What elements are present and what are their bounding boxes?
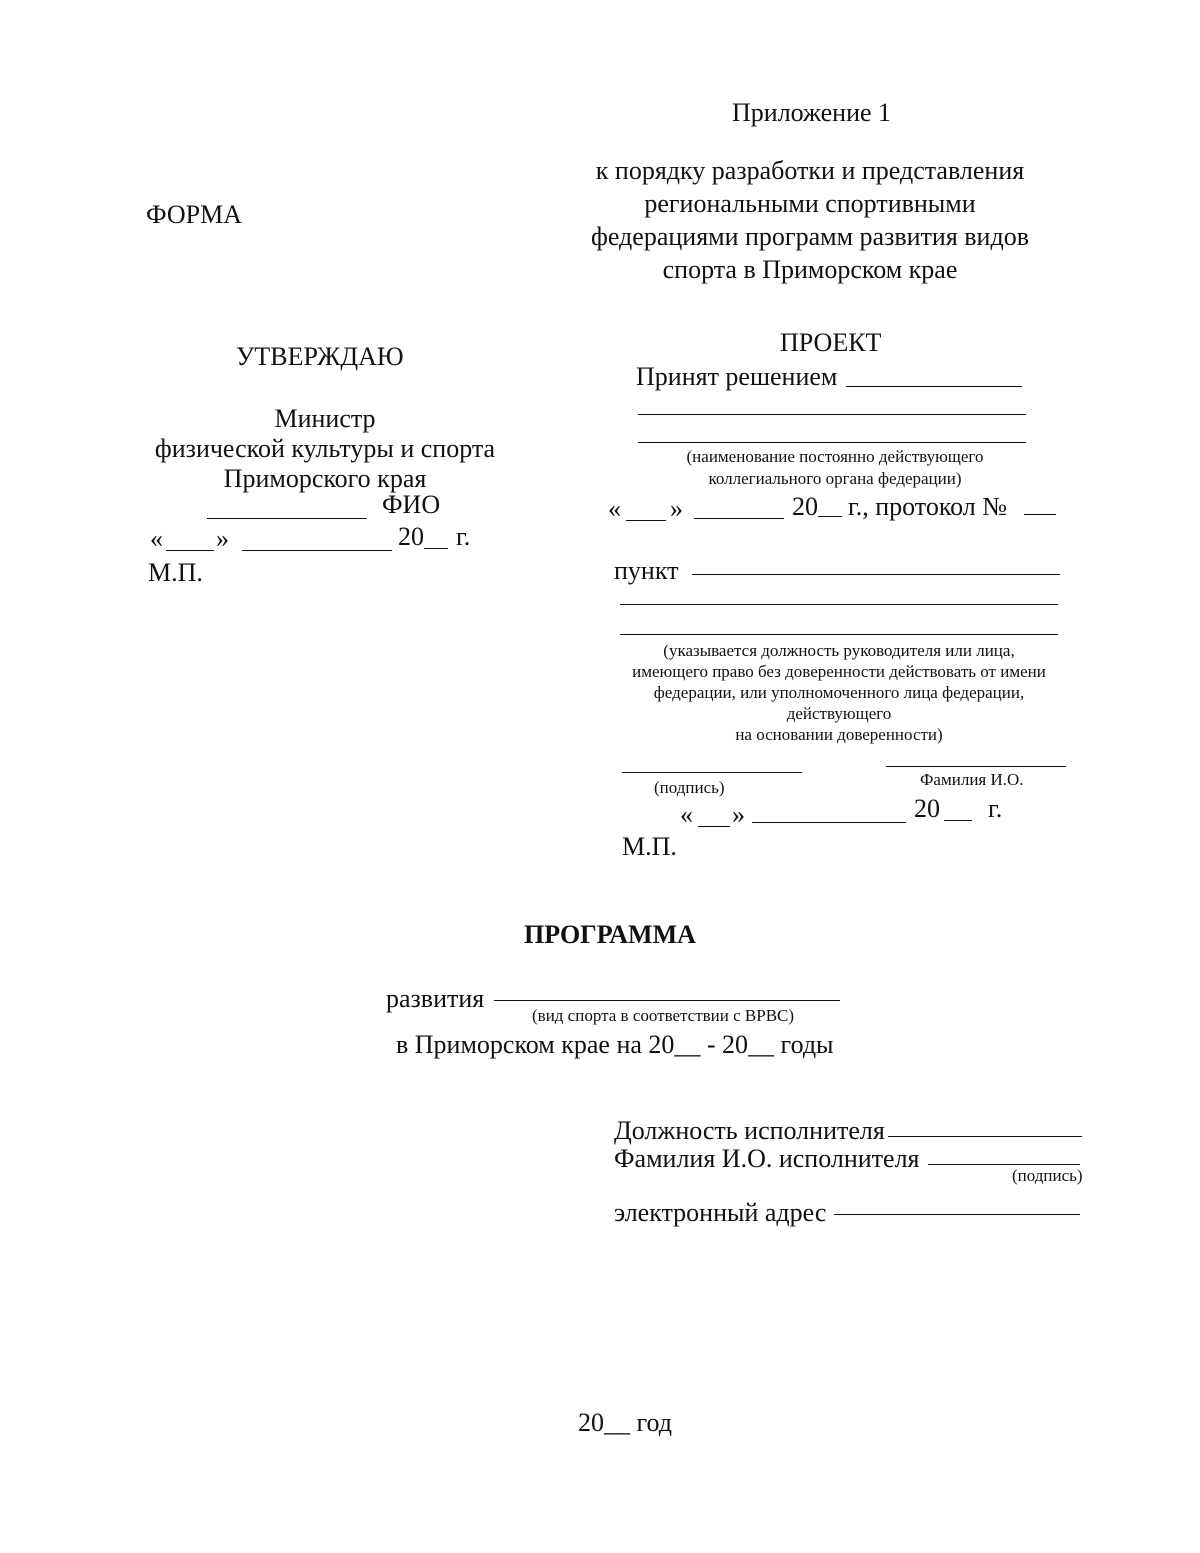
approver-line: физической культуры и спорта xyxy=(154,434,496,463)
position-line xyxy=(620,604,1058,605)
executor-signature-hint: (подпись) xyxy=(1012,1166,1083,1185)
position-hint-line: имеющего право без доверенности действовать от имени xyxy=(632,662,1046,681)
project-year-line xyxy=(818,516,842,517)
item-line xyxy=(692,574,1060,575)
body-name-hint xyxy=(620,446,1050,490)
body-hint-line: (наименование постоянно действующего xyxy=(686,447,984,466)
signature-line xyxy=(622,772,802,773)
project-year-prefix-2: 20 xyxy=(914,794,940,823)
position-hint-line: на основании доверенности) xyxy=(735,725,943,744)
executor-position-line xyxy=(888,1136,1082,1137)
appendix-description xyxy=(580,154,1040,286)
program-title: ПРОГРАММА xyxy=(524,920,696,949)
sport-hint: (вид спорта в соответствии с ВРВС) xyxy=(532,1006,795,1025)
signature-hint: (подпись) xyxy=(654,778,725,797)
body-name-line xyxy=(638,414,1026,415)
project-date-open-2: « xyxy=(680,800,693,829)
project-stamp: М.П. xyxy=(622,832,677,861)
approve-title: УТВЕРЖДАЮ xyxy=(236,342,404,371)
project-date-open: « xyxy=(608,494,621,523)
appendix-desc-line: федерациями программ развития видов xyxy=(591,222,1029,251)
position-hint-line: (указывается должность руководителя или лица, xyxy=(663,641,1015,660)
position-line xyxy=(620,634,1058,635)
approver-position xyxy=(140,404,510,494)
approver-signature-line xyxy=(207,518,367,519)
project-year-line-2 xyxy=(944,820,972,821)
approve-date-open: « xyxy=(150,524,163,553)
appendix-desc-line: к порядку разработки и представления xyxy=(595,156,1025,185)
accepted-by-label: Принят решением xyxy=(636,362,838,391)
executor-position-label: Должность исполнителя xyxy=(614,1116,885,1145)
form-label: ФОРМА xyxy=(146,200,242,229)
position-hint xyxy=(600,640,1078,745)
protocol-label: г., протокол № xyxy=(848,492,1008,521)
body-name-line xyxy=(638,442,1026,443)
approver-line: Министр xyxy=(274,404,376,433)
project-year-prefix: 20 xyxy=(792,492,818,521)
position-hint-line: федерации, или уполномоченного лица федерации, xyxy=(653,683,1025,702)
appendix-number: Приложение 1 xyxy=(732,98,892,127)
executor-name-label: Фамилия И.О. исполнителя xyxy=(614,1144,920,1173)
approve-day-line xyxy=(166,550,214,551)
project-year-suffix-2: г. xyxy=(988,794,1003,823)
protocol-number-line xyxy=(1024,514,1056,515)
body-hint-line: коллегиального органа федерации) xyxy=(708,469,962,488)
item-label: пункт xyxy=(614,556,679,585)
program-region-years: в Приморском крае на 20__ - 20__ годы xyxy=(396,1030,834,1059)
approve-year-prefix: 20 xyxy=(398,522,424,551)
development-label: развития xyxy=(386,984,485,1013)
project-title: ПРОЕКТ xyxy=(780,328,882,357)
project-date-close-2: » xyxy=(732,800,745,829)
name-line xyxy=(886,766,1066,767)
project-date-close: » xyxy=(670,494,683,523)
project-day-line xyxy=(626,520,666,521)
approver-line: Приморского края xyxy=(223,464,427,493)
position-hint-line: действующего xyxy=(786,704,892,723)
approver-fio: ФИО xyxy=(382,490,441,519)
project-month-line xyxy=(694,518,784,519)
sport-line xyxy=(494,1000,840,1001)
appendix-desc-line: спорта в Приморском крае xyxy=(662,255,958,284)
project-day-line-2 xyxy=(698,826,730,827)
approve-month-line xyxy=(242,550,392,551)
approve-stamp: М.П. xyxy=(148,558,203,587)
name-hint: Фамилия И.О. xyxy=(920,770,1024,789)
executor-email-label: электронный адрес xyxy=(614,1198,827,1227)
approve-year-suffix: г. xyxy=(456,522,471,551)
accepted-by-line xyxy=(846,386,1022,387)
footer-year: 20__ год xyxy=(578,1408,672,1437)
executor-name-line xyxy=(928,1164,1080,1165)
approve-date-close: » xyxy=(216,524,229,553)
project-month-line-2 xyxy=(752,822,906,823)
appendix-desc-line: региональными спортивными xyxy=(644,189,976,218)
executor-email-line xyxy=(834,1214,1080,1215)
approve-year-line xyxy=(424,548,448,549)
